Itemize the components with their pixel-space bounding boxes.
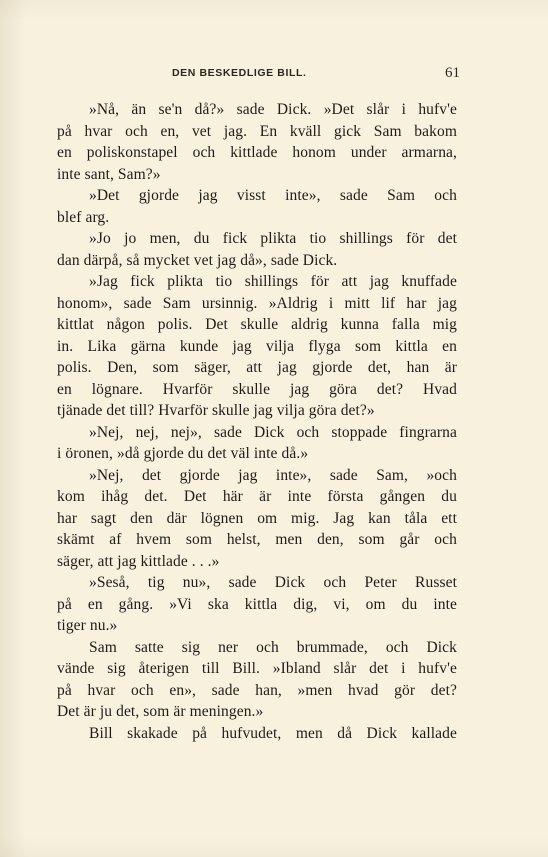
text-line: på hvar och en, vet jag. En kväll gick Sam bakom: [57, 122, 457, 140]
text-line: polis. Den, som säger, att jag gjorde det, han är: [57, 359, 457, 376]
text-line: Bill skakade på hufvudet, men då Dick kallade: [89, 724, 457, 742]
text-line: blef arg.: [57, 208, 110, 226]
text-line: i öronen, »då gjorde du det väl inte då.»: [57, 445, 309, 462]
page-number: 61: [445, 65, 460, 81]
running-title: DEN BESKEDLIGE BILL.: [172, 67, 307, 79]
text-line: kom ihåg det. Det här är inte första gången du: [57, 488, 457, 505]
text-line: en lögnare. Hvarför skulle jag göra det? Hvad: [57, 380, 457, 398]
text-line: in. Lika gärna kunde jag vilja flyga som kittla en: [57, 337, 457, 355]
page-header: [172, 67, 460, 85]
text-line: skämt af hvem som helst, men den, som går och: [57, 531, 457, 548]
text-line: Sam satte sig ner och brummade, och Dick: [89, 638, 457, 656]
text-line: »Jo jo men, du fick plikta tio shillings för det: [89, 230, 457, 247]
text-line: dan därpå, så mycket vet jag då», sade Dick.: [57, 251, 338, 269]
text-line: »Nej, det gjorde jag inte», sade Sam, »och: [89, 466, 457, 484]
text-line: honom», sade Sam ursinnig. »Aldrig i mitt lif har jag: [57, 294, 457, 312]
text-line: »Nå, än se'n då?» sade Dick. »Det slår i hufv'e: [89, 101, 457, 118]
text-line: »Det gjorde jag visst inte», sade Sam och: [89, 187, 457, 204]
text-line: på hvar och en», sade han, »men hvad gör det?: [57, 681, 457, 699]
text-line: kittlat någon polis. Det skulle aldrig kunna falla mig: [57, 316, 457, 333]
text-line: tjänade det till? Hvarför skulle jag vilja göra det?»: [57, 402, 375, 419]
text-line: Det är ju det, som är meningen.»: [57, 703, 264, 720]
text-line: »Seså, tig nu», sade Dick och Peter Russet: [89, 574, 457, 591]
text-line: har sagt den där lögnen om mig. Jag kan tåla ett: [57, 509, 457, 527]
text-line: tiger nu.»: [57, 617, 118, 634]
text-line: »Jag fick plikta tio shillings för att jag knuffade: [89, 273, 457, 290]
text-line: säger, att jag kittlade . . .»: [57, 552, 220, 570]
text-line: »Nej, nej, nej», sade Dick och stoppade fingrarna: [89, 423, 457, 441]
text-line: på en gång. »Vi ska kittla dig, vi, om du inte: [57, 595, 457, 613]
text-line: vände sig återigen till Bill. »Ibland slår det i hufv'e: [57, 660, 457, 677]
text-line: inte sant, Sam?»: [57, 165, 161, 183]
body-text: [57, 99, 457, 744]
text-line: en poliskonstapel och kittlade honom under armarna,: [57, 144, 457, 161]
